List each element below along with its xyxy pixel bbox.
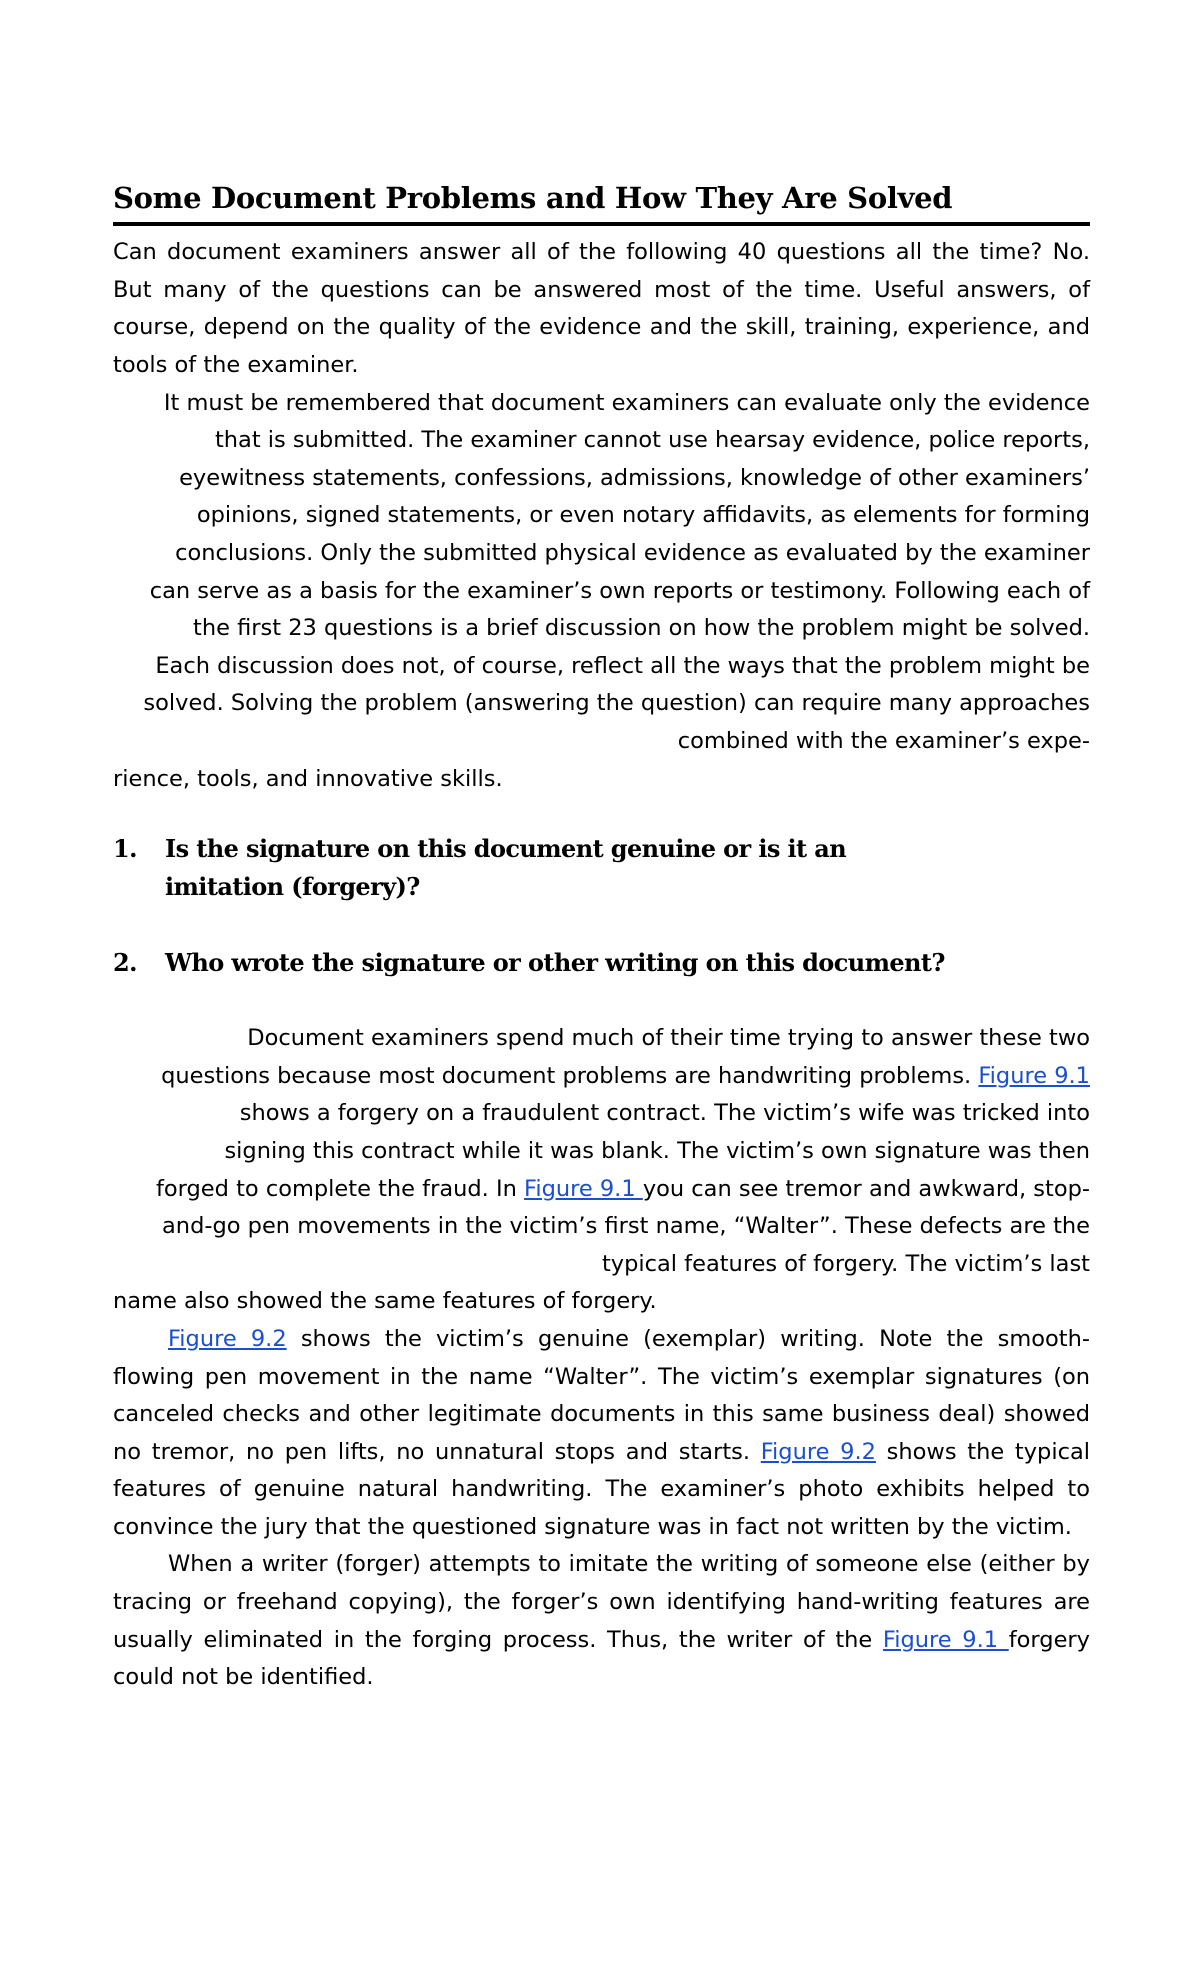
paragraph-text: forgery could not be identified.: [113, 1626, 1090, 1691]
figure-9-1-link[interactable]: Figure 9.1: [978, 1062, 1090, 1089]
paragraph-text: shows a forgery on a fraudulent contract. The victim’s wife was tricked into signing this contract while it was blank. The victim’s own signature was then forged to complete the fraud. In: [155, 1100, 1090, 1202]
intro-paragraph: Can document examiners answer all of the following 40 questions all the time? No. But many of the questions can be answered most of the time. Useful answers, of course, depend on the quality of the evidence and the skill, training, experience, and tools of the examiner.: [113, 239, 1090, 379]
paragraph-text: When a writer (forger) attempts to imitate the writing of someone else (either by tracing or freehand copying), the forger’s own identifying hand-writing features are usually eliminated in the forging process. Thus, the writer of the: [113, 1551, 1090, 1653]
question-2: [113, 944, 1090, 982]
paragraph-text: you can see tremor and awkward, stop-and-go pen movements in the victim’s first name, “Walter”. These defects are the typical features of forgery. The victim’s last: [162, 1175, 1090, 1277]
question-1: [113, 830, 1090, 906]
figure-9-2-link[interactable]: Figure 9.2: [760, 1438, 876, 1465]
question-text: Who wrote the signature or other writing on this document?: [165, 948, 945, 978]
question-number: 2.: [113, 948, 137, 978]
paragraph-evidence: It must be remembered that document examiners can evaluate only the evidence that is submitted. The examiner cannot use hearsay evidence, police reports, eyewitness statements, confessions, admissions, knowledge of other examiners’ opinions, signed statements, or even notary affidavits, as elements for forming conclusions. Only the submitted physical evidence as evaluated by the examiner can serve as a basis for the examiner’s own reports or testimony. Following each of the first 23 questions is a brief discussion on how the problem might be solved. Each discussion does not, of course, reflect all the ways that the problem might be solved. Solving the problem (answering the question) can require many approaches combined with the examiner’s expe-: [143, 389, 1090, 754]
figure-9-1-link[interactable]: Figure 9.1: [524, 1175, 643, 1202]
paragraph-text: Document examiners spend much of their time trying to answer these two questions because most document problems are handwriting problems.: [161, 1025, 1090, 1089]
paragraph-evidence-tail: rience, tools, and innovative skills.: [113, 765, 503, 792]
paragraph-forger: [113, 1546, 1090, 1696]
question-number: 1.: [113, 834, 137, 864]
figure-9-1-link[interactable]: Figure 9.1: [882, 1626, 1009, 1653]
figure-9-2-link[interactable]: Figure 9.2: [168, 1325, 287, 1352]
paragraph-text: shows the typical features of genuine natural handwriting. The examiner’s photo exhibits helped to convince the jury that the questioned signature was in fact not written by the victim.: [113, 1438, 1090, 1540]
paragraph-exemplar: [113, 1321, 1090, 1547]
paragraph-text: shows the victim’s genuine (exemplar) writing. Note the smooth-flowing pen movement in the name “Walter”. The victim’s exemplar signatures (on canceled checks and other legitimate documents in this same business deal) showed no tremor, no pen lifts, no unnatural stops and starts.: [113, 1325, 1090, 1465]
document-page: [113, 180, 1090, 1697]
question-text: Is the signature on this document genuine or is it an imitation (forgery)?: [165, 834, 847, 902]
page-title: Some Document Problems and How They Are Solved: [113, 180, 1090, 226]
paragraph-forgery: [113, 1020, 1090, 1283]
paragraph-forgery-tail: name also showed the same features of forgery.: [113, 1288, 657, 1315]
